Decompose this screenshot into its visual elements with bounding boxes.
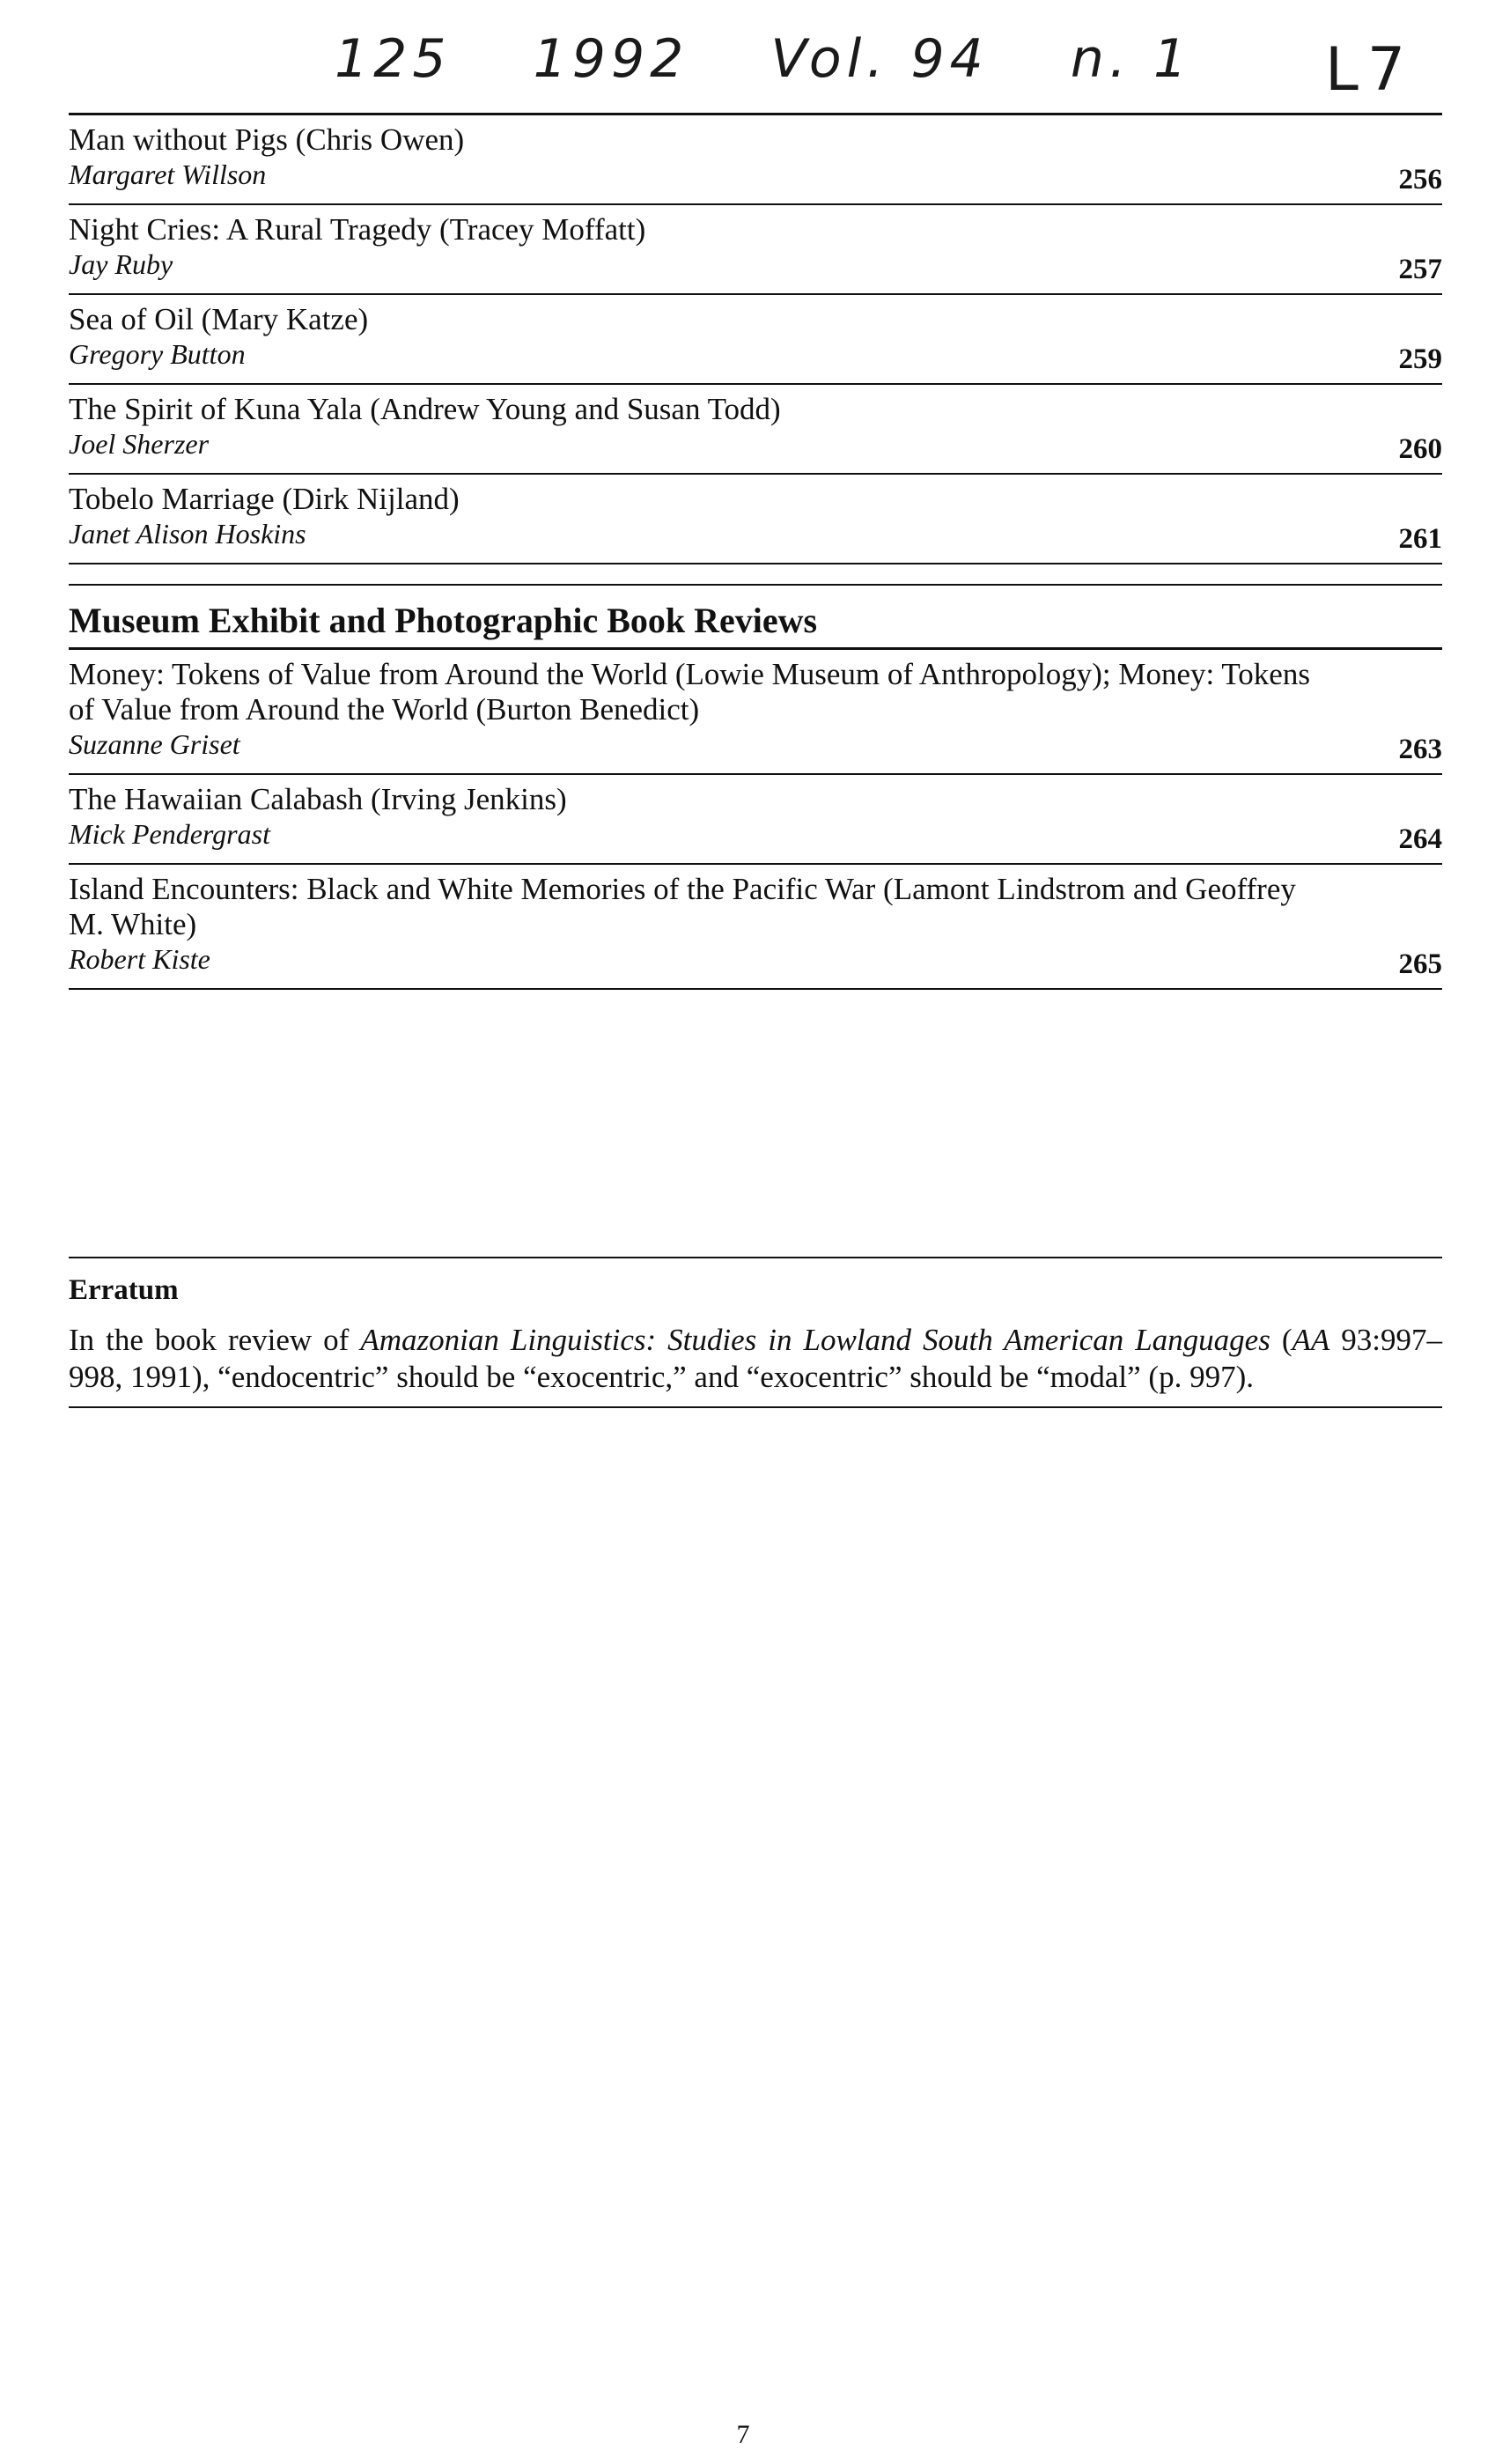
erratum-book-title: Amazonian Linguistics: Studies in Lowland South American Languages bbox=[360, 1323, 1270, 1357]
entry-page: 257 bbox=[1398, 254, 1442, 285]
entry-page: 261 bbox=[1398, 523, 1442, 555]
entry-page: 265 bbox=[1398, 948, 1442, 980]
entry-title: The Hawaiian Calabash (Irving Jenkins) bbox=[69, 782, 567, 816]
erratum-text bbox=[69, 1322, 1442, 1408]
list-item bbox=[69, 205, 1442, 295]
list-item bbox=[69, 775, 1442, 865]
entry-author: Suzanne Griset bbox=[69, 728, 240, 760]
erratum-block bbox=[69, 1257, 1442, 1408]
handwritten-part: 1992 bbox=[533, 28, 689, 90]
entry-title: Island Encounters: Black and White Memories of the Pacific War (Lamont Lindstrom and Geoffrey M. White) bbox=[69, 872, 1296, 941]
list-item bbox=[69, 385, 1442, 475]
list-item bbox=[69, 475, 1442, 564]
entry-author: Jay Ruby bbox=[69, 248, 173, 280]
entry-author: Joel Sherzer bbox=[69, 428, 210, 460]
erratum-heading: Erratum bbox=[69, 1274, 179, 1306]
entry-author: Robert Kiste bbox=[69, 943, 210, 975]
section-heading: Museum Exhibit and Photographic Book Reviews bbox=[69, 584, 1442, 650]
handwritten-part: n. 1 bbox=[1070, 28, 1193, 90]
erratum-journal: AA bbox=[1292, 1323, 1330, 1357]
entry-page: 256 bbox=[1398, 164, 1442, 195]
entry-title: Tobelo Marriage (Dirk Nijland) bbox=[69, 482, 460, 516]
entry-author: Gregory Button bbox=[69, 338, 246, 370]
entry-title: The Spirit of Kuna Yala (Andrew Young and Susan Todd) bbox=[69, 392, 781, 426]
entry-author: Margaret Willson bbox=[69, 159, 267, 190]
handwritten-annotation bbox=[335, 28, 1252, 90]
entry-title: Money: Tokens of Value from Around the World (Lowie Museum of Anthropology); Money: Tokens of Value from Around the World (Burton Benedict) bbox=[69, 657, 1310, 727]
entry-title: Night Cries: A Rural Tragedy (Tracey Moffatt) bbox=[69, 212, 646, 247]
entry-page: 264 bbox=[1398, 823, 1442, 855]
entry-title: Sea of Oil (Mary Katze) bbox=[69, 302, 369, 336]
entry-author: Janet Alison Hoskins bbox=[69, 518, 306, 550]
entry-title: Man without Pigs (Chris Owen) bbox=[69, 122, 465, 157]
list-item bbox=[69, 295, 1442, 385]
list-item bbox=[69, 865, 1442, 990]
entry-page: 263 bbox=[1398, 734, 1442, 765]
erratum-text-middle: ( bbox=[1270, 1323, 1292, 1357]
list-item bbox=[69, 650, 1442, 775]
list-item bbox=[69, 115, 1442, 205]
erratum-text-after: 93:997–998, 1991), “endocentric” should be “exocentric,” and “exocentric” should be “modal” (p. 997). bbox=[69, 1323, 1443, 1394]
entry-page: 260 bbox=[1398, 433, 1442, 465]
handwritten-code: L7 bbox=[1325, 35, 1415, 105]
contents-list bbox=[69, 113, 1442, 990]
erratum-text-before: In the book review of bbox=[69, 1323, 361, 1357]
page-number: 7 bbox=[736, 2420, 750, 2449]
handwritten-part: Vol. 94 bbox=[770, 28, 989, 90]
handwritten-part: 125 bbox=[335, 28, 452, 90]
entry-author: Mick Pendergrast bbox=[69, 818, 270, 850]
entry-page: 259 bbox=[1398, 343, 1442, 375]
